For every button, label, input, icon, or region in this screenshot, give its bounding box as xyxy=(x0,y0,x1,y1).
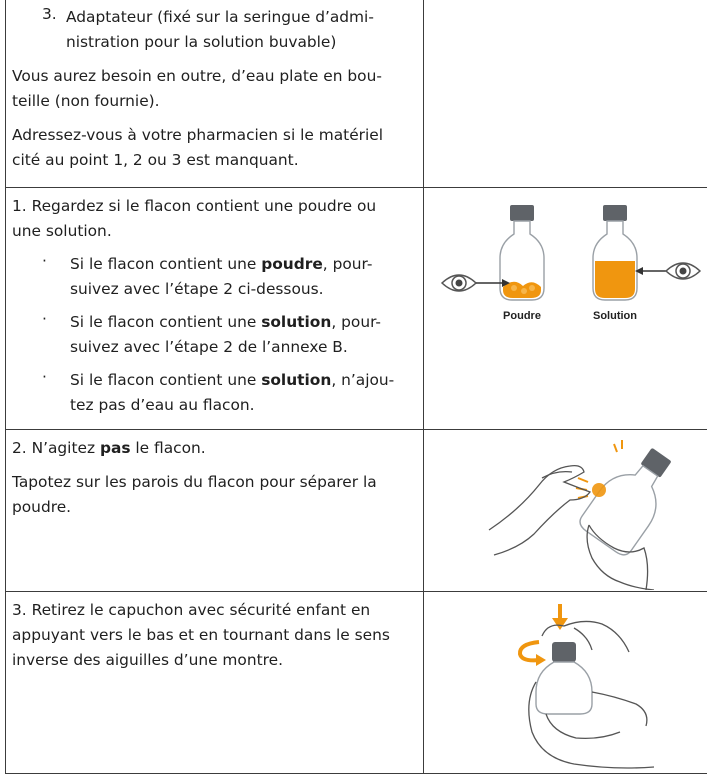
step-text-line: appuyant vers le bas et en tournant dans le sens xyxy=(12,623,417,648)
step-intro-line: une solution. xyxy=(12,219,417,244)
bottle-icon xyxy=(576,437,686,558)
bottle-icon xyxy=(536,642,592,714)
bullet-text: , pour- xyxy=(331,313,381,331)
solution-bottle-icon xyxy=(593,205,637,300)
paragraph-line: Vous aurez besoin en outre, d’eau plate en bou- xyxy=(12,64,417,89)
remove-cap-illustration xyxy=(424,592,707,772)
row4-text-cell xyxy=(6,592,424,774)
eye-icon xyxy=(442,275,476,291)
left-hand-icon xyxy=(489,466,590,555)
bullet-glyph: · xyxy=(12,368,70,418)
table-row xyxy=(6,592,707,774)
bullet-item xyxy=(12,252,417,302)
row4-illustration-cell xyxy=(424,592,707,774)
step-text: le flacon. xyxy=(131,439,206,457)
push-down-arrow-icon xyxy=(552,604,568,630)
row2-illustration-cell xyxy=(424,188,707,430)
table-row xyxy=(6,430,707,592)
row3-illustration-cell xyxy=(424,430,707,592)
instruction-table xyxy=(5,0,707,774)
eye-icon xyxy=(666,263,700,279)
bullet-text: , pour- xyxy=(323,255,373,273)
bullet-item xyxy=(12,310,417,360)
rotate-arrow-icon xyxy=(520,642,546,666)
row2-text-cell xyxy=(6,188,424,430)
powder-bottle-icon xyxy=(500,205,544,300)
bullet-text: Si le flacon contient une xyxy=(70,371,261,389)
bullet-item xyxy=(12,368,417,418)
table-row xyxy=(6,188,707,430)
numbered-item xyxy=(12,5,417,55)
paragraph-line: Adressez-vous à votre pharmacien si le matériel xyxy=(12,123,417,148)
bullet-text: Si le flacon contient une xyxy=(70,313,261,331)
solution-label: Solution xyxy=(593,310,637,322)
bullet-text: suivez avec l’étape 2 de l’annexe B. xyxy=(70,335,381,360)
paragraph-line: poudre. xyxy=(12,495,417,520)
bullet-text: Si le flacon contient une xyxy=(70,255,261,273)
item-text-line: Adaptateur (fixé sur la seringue d’admi- xyxy=(66,5,374,30)
paragraph-line: Tapotez sur les parois du flacon pour séparer la xyxy=(12,470,417,495)
bullet-text: , n’ajou- xyxy=(331,371,394,389)
step-text-line: 3. Retirez le capuchon avec sécurité enfant en xyxy=(12,598,417,623)
row1-text-cell xyxy=(6,0,424,188)
flask-inspection-illustration xyxy=(424,188,707,428)
item-text-line: nistration pour la solution buvable) xyxy=(66,30,374,55)
row3-text-cell xyxy=(6,430,424,592)
bullet-text: tez pas d’eau au flacon. xyxy=(70,393,394,418)
arrow-left-icon xyxy=(635,267,666,275)
bullet-glyph: · xyxy=(12,310,70,360)
step-bold: pas xyxy=(100,439,131,457)
powder-label: Poudre xyxy=(503,310,541,322)
bullet-glyph: · xyxy=(12,252,70,302)
table-row xyxy=(6,0,707,188)
item-number: 3. xyxy=(12,5,66,55)
row1-empty-cell xyxy=(424,0,707,188)
bullet-bold: solution xyxy=(261,371,331,389)
paragraph-line: cité au point 1, 2 ou 3 est manquant. xyxy=(12,148,417,173)
step-intro-line: 1. Regardez si le flacon contient une poudre ou xyxy=(12,194,417,219)
paragraph-line: teille (non fournie). xyxy=(12,89,417,114)
bullet-bold: solution xyxy=(261,313,331,331)
step-text: 2. N’agitez xyxy=(12,439,100,457)
bullet-text: suivez avec l’étape 2 ci-dessous. xyxy=(70,277,372,302)
tapping-flask-illustration xyxy=(424,430,707,590)
step-text-line: inverse des aiguilles d’une montre. xyxy=(12,648,417,673)
bullet-bold: poudre xyxy=(261,255,323,273)
